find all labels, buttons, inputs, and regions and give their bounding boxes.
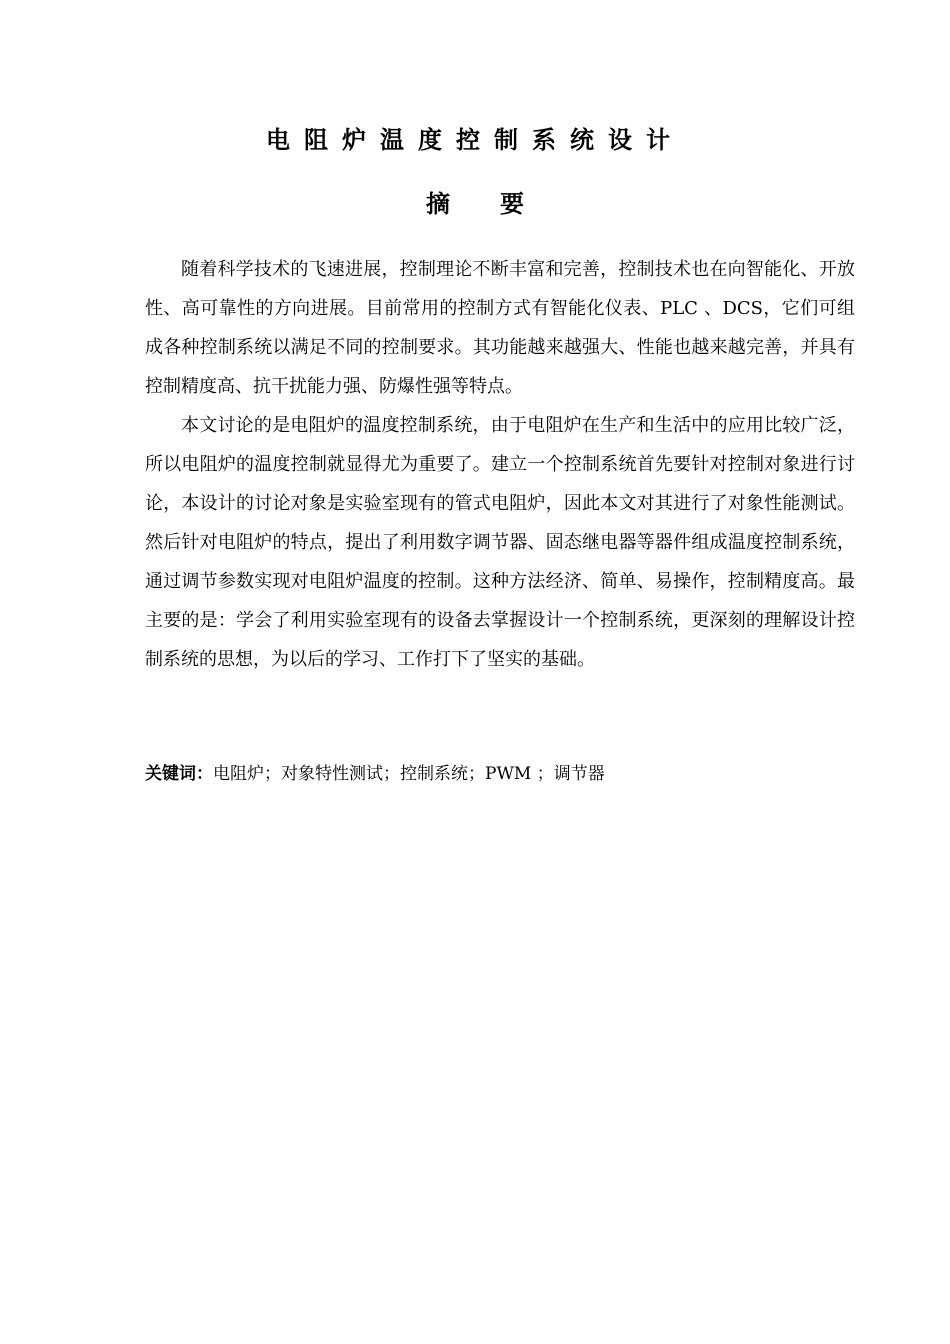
document-title: 电阻炉温度控制系统设计 (266, 126, 684, 154)
abstract-paragraph-2: 本文讨论的是电阻炉的温度控制系统，由于电阻炉在生产和生活中的应用比较广泛，所以电阻炉的温度控制就显得尤为重要了。建立一个控制系统首先要针对控制对象进行讨论，本设计的讨论对象是实验室现有的管式电阻炉，因此本文对其进行了对象性能测试。然后针对电阻炉的特点，提出了利用数字调节器、固态继电器等器件组成温度控制系统，通过调节参数实现对电阻炉温度的控制。这种方法经济、简单、易操作，控制精度高。最主要的是：学会了利用实验室现有的设备去掌握设计一个控制系统，更深刻的理解设计控制系统的思想，为以后的学习、工作打下了坚实的基础。 (145, 415, 855, 670)
keywords-label: 关键词： (145, 764, 213, 784)
abstract-heading: 摘要 (426, 190, 574, 218)
abstract-body (145, 250, 855, 679)
keywords-text: 电阻炉；对象特性测试；控制系统；PWM ；调节器 (213, 764, 605, 784)
abstract-paragraph-1: 随着科学技术的飞速进展，控制理论不断丰富和完善，控制技术也在向智能化、开放性、高可靠性的方向进展。目前常用的控制方式有智能化仪表、PLC 、DCS，它们可组成各种控制系统以满足不同的控制要求。其功能越来越强大、性能也越来越完善，并具有控制精度高、抗干扰能力强、防爆性强等特点。 (145, 259, 855, 397)
keywords-line (145, 758, 855, 790)
